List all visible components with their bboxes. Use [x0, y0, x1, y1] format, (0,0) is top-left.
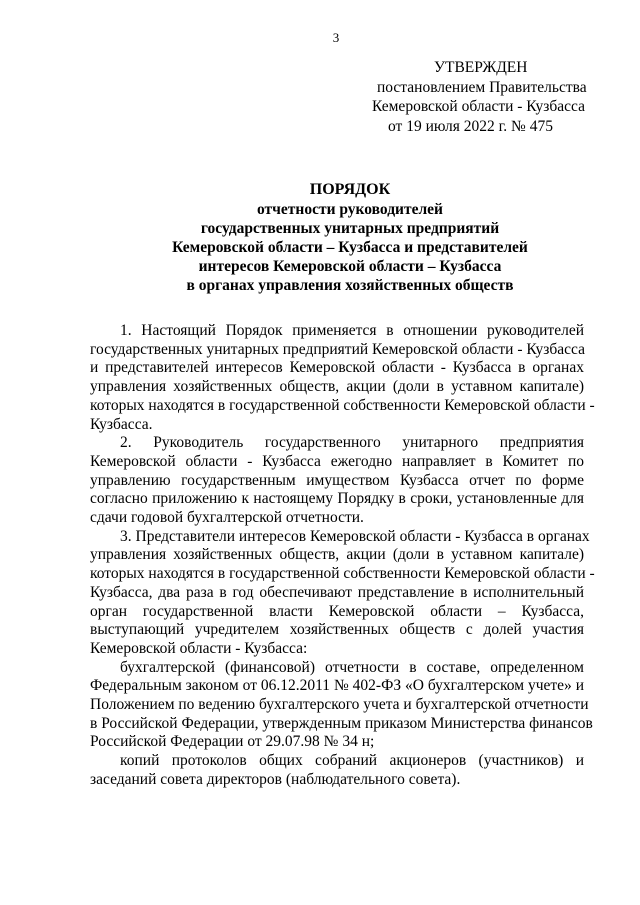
- approval-line: УТВЕРЖДЕН: [434, 59, 528, 76]
- paragraph-line: Федеральным законом от 06.12.2011 № 402-ФЗ «О бухгалтерском учете» и: [90, 677, 584, 695]
- paragraph-line: заседаний совета директоров (наблюдательного совета).: [90, 770, 461, 788]
- paragraph-line: государственных унитарных предприятий Кемеровской области - Кузбасса: [90, 340, 585, 358]
- title-line: в органах управления хозяйственных обществ: [186, 277, 514, 294]
- paragraph-line: выступающий учредителем хозяйственных обществ с долей участия: [90, 621, 584, 639]
- paragraph-3b: [90, 752, 584, 789]
- paragraph-line: бухгалтерской (финансовой) отчетности в составе, определенном: [120, 658, 584, 676]
- paragraph-line: управления хозяйственных обществ, акции (доли в уставном капитале): [90, 546, 584, 564]
- title-line: интересов Кемеровской области – Кузбасса: [198, 258, 502, 275]
- title-line: Кемеровской области – Кузбасса и представителей: [172, 239, 528, 256]
- paragraph-line: в Российской Федерации, утвержденным приказом Министерства финансов: [90, 714, 593, 732]
- paragraph-line: орган государственной власти Кемеровской области – Кузбасса,: [90, 602, 584, 620]
- document-title: [60, 180, 640, 295]
- paragraph-line: сдачи годовой бухгалтерской отчетности.: [90, 509, 364, 527]
- paragraph-2: [90, 434, 584, 528]
- paragraph-1: [90, 322, 595, 434]
- paragraph-line: управления хозяйственных обществ, акции (доли в уставном капитале): [90, 378, 584, 396]
- paragraph-line: Кузбасса, два раза в год обеспечивают представление в исполнительный: [90, 583, 584, 601]
- paragraph-line: Кемеровской области - Кузбасса:: [90, 639, 308, 657]
- paragraph-line: копий протоколов общих собраний акционеров (участников) и: [120, 752, 584, 770]
- paragraph-line: которых находятся в государственной собственности Кемеровской области -: [90, 396, 595, 414]
- paragraph-line: 2. Руководитель государственного унитарного предприятия: [120, 434, 584, 452]
- paragraph-line: которых находятся в государственной собственности Кемеровской области -: [90, 565, 595, 583]
- paragraph-line: Российской Федерации от 29.07.98 № 34 н;: [90, 733, 375, 751]
- paragraph-line: Положением по ведению бухгалтерского учета и бухгалтерской отчетности: [90, 696, 589, 714]
- paragraph-3: [90, 527, 595, 659]
- title-line: отчетности руководителей: [257, 201, 443, 218]
- paragraph-line: 1. Настоящий Порядок применяется в отношении руководителей: [120, 322, 584, 339]
- paragraph-line: управлению государственным имуществом Кузбасса отчет по форме: [90, 471, 584, 489]
- approval-line: постановлением Правительства: [377, 78, 587, 96]
- paragraph-line: 3. Представители интересов Кемеровской области - Кузбасса в органах: [120, 527, 590, 545]
- paragraph-3a: [90, 658, 593, 753]
- paragraph-line: Кузбасса.: [90, 415, 153, 433]
- approval-line: Кемеровской области - Кузбасса: [372, 98, 585, 115]
- title-heading: ПОРЯДОК: [309, 181, 391, 198]
- paragraph-line: согласно приложению к настоящему Порядку в сроки, установленные для: [90, 490, 584, 508]
- approval-stamp: [368, 58, 592, 136]
- page-number: 3: [332, 30, 340, 45]
- paragraph-line: и представителей интересов Кемеровской области - Кузбасса в органах: [90, 359, 584, 377]
- approval-line: от 19 июля 2022 г. № 475: [388, 117, 553, 135]
- title-line: государственных унитарных предприятий: [200, 220, 500, 237]
- paragraph-line: Кемеровской области - Кузбасса ежегодно направляет в Комитет по: [90, 452, 584, 470]
- document-body: [90, 322, 595, 790]
